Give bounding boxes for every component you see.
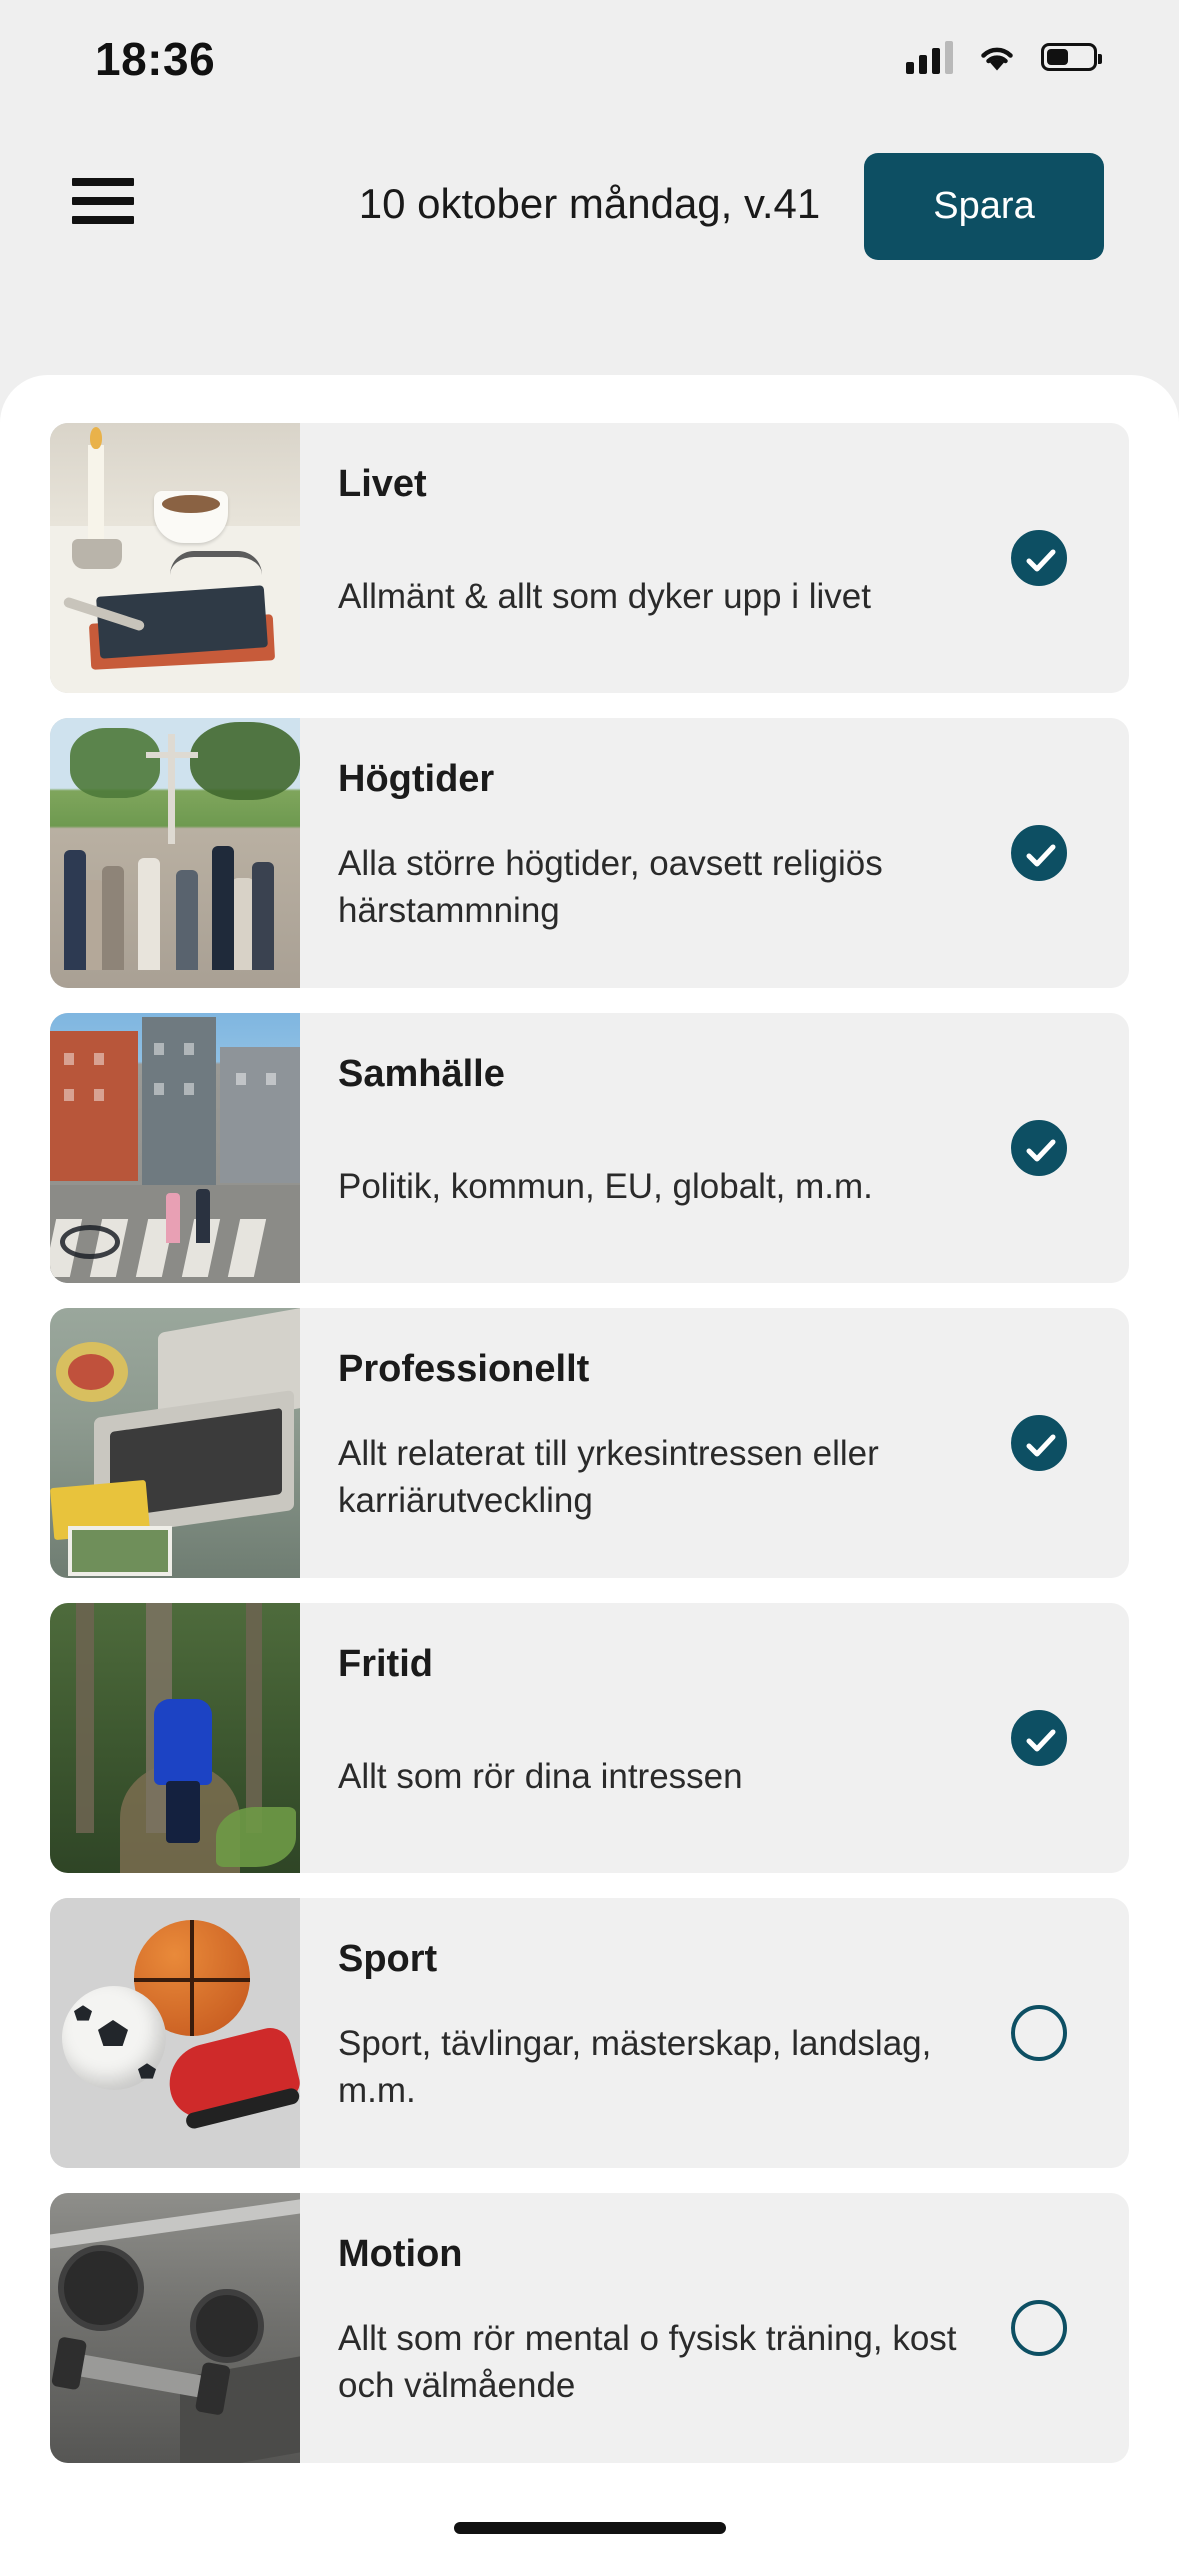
list-item[interactable] xyxy=(50,1013,1129,1283)
list-item-body xyxy=(300,2193,1129,2463)
list-item-body xyxy=(300,1308,1129,1578)
list-item-body xyxy=(300,1898,1129,2168)
battery-icon xyxy=(1041,43,1097,71)
list-item[interactable] xyxy=(50,1898,1129,2168)
list-item-body xyxy=(300,423,1129,693)
thumbnail-sport xyxy=(50,1898,300,2168)
checkbox-unselected[interactable] xyxy=(1011,2005,1067,2061)
thumbnail-livet xyxy=(50,423,300,693)
wifi-icon xyxy=(975,40,1019,74)
home-indicator[interactable] xyxy=(454,2522,726,2534)
thumbnail-fritid xyxy=(50,1603,300,1873)
list-item[interactable] xyxy=(50,718,1129,988)
list-item[interactable] xyxy=(50,423,1129,693)
list-item-body xyxy=(300,718,1129,988)
list-item-title: Samhälle xyxy=(338,1053,505,1095)
list-item-title: Fritid xyxy=(338,1643,433,1685)
checkbox-selected[interactable] xyxy=(1011,530,1067,586)
checkbox-selected[interactable] xyxy=(1011,1710,1067,1766)
category-list[interactable] xyxy=(0,375,1179,2556)
list-item-description: Alla större högtider, oavsett religiös härstammning xyxy=(338,844,883,930)
list-item-description: Allt som rör mental o fysisk träning, kost och välmående xyxy=(338,2319,957,2405)
checkbox-selected[interactable] xyxy=(1011,1120,1067,1176)
page-title: 10 oktober måndag, v.41 xyxy=(358,180,821,227)
checkbox-selected[interactable] xyxy=(1011,1415,1067,1471)
status-bar xyxy=(0,0,1179,130)
thumbnail-motion xyxy=(50,2193,300,2463)
list-item[interactable] xyxy=(50,1603,1129,1873)
list-item-title: Högtider xyxy=(338,758,495,800)
checkbox-selected[interactable] xyxy=(1011,825,1067,881)
status-time: 18:36 xyxy=(95,33,216,85)
list-item-title: Professionellt xyxy=(338,1348,590,1390)
thumbnail-hogtider xyxy=(50,718,300,988)
thumbnail-samhalle xyxy=(50,1013,300,1283)
list-item-description: Sport, tävlingar, mästerskap, landslag, m.m. xyxy=(338,2024,932,2110)
list-item-body xyxy=(300,1013,1129,1283)
save-button[interactable]: Spara xyxy=(864,153,1104,260)
list-item-description: Politik, kommun, EU, globalt, m.m. xyxy=(338,1167,873,1206)
list-item[interactable] xyxy=(50,2193,1129,2463)
status-icons xyxy=(906,40,1097,74)
list-item-description: Allt som rör dina intressen xyxy=(338,1757,743,1796)
app-header xyxy=(0,130,1179,280)
list-item-title: Sport xyxy=(338,1938,438,1980)
checkbox-unselected[interactable] xyxy=(1011,2300,1067,2356)
list-item-description: Allt relaterat till yrkesintressen eller karriärutveckling xyxy=(338,1434,879,1520)
list-item-body xyxy=(300,1603,1129,1873)
thumbnail-professionellt xyxy=(50,1308,300,1578)
list-item-title: Livet xyxy=(338,463,427,505)
list-item[interactable] xyxy=(50,1308,1129,1578)
list-item-title: Motion xyxy=(338,2233,463,2275)
list-item-description: Allmänt & allt som dyker upp i livet xyxy=(338,577,871,616)
cellular-bars-icon xyxy=(906,40,953,74)
